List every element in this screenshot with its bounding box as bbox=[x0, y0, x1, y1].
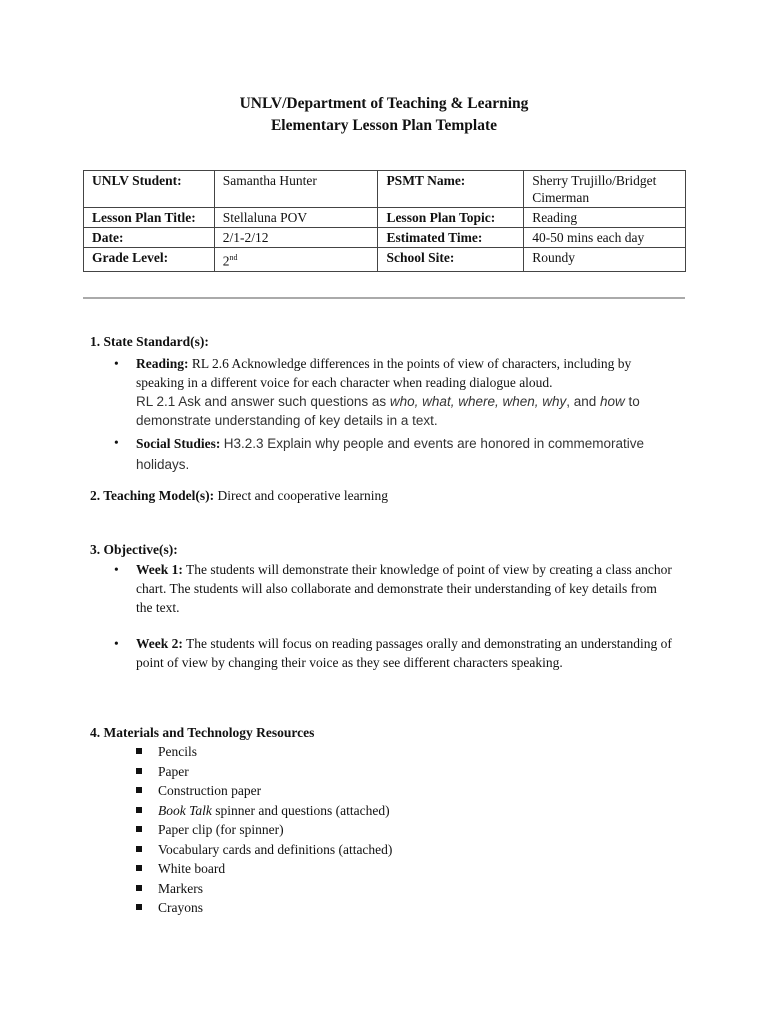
info-table bbox=[83, 170, 686, 272]
teaching-model-text: Direct and cooperative learning bbox=[217, 488, 389, 503]
table-row bbox=[84, 248, 686, 272]
lesson-topic-value: Reading bbox=[524, 208, 686, 228]
table-row bbox=[84, 171, 686, 208]
square-bullet-icon bbox=[136, 846, 142, 852]
grade-number: 2 bbox=[222, 253, 230, 269]
list-item: Crayons bbox=[135, 898, 392, 918]
reading-standard-text-2: RL 2.1 Ask and answer such questions as who, what, where, when, why, and how to demonstrate understanding of key details in a text. bbox=[136, 394, 640, 428]
grade-suffix: nd bbox=[229, 253, 238, 262]
date-value: 2/1-2/12 bbox=[214, 228, 378, 248]
bullet-icon: • bbox=[114, 562, 119, 577]
reading-label: Reading: bbox=[136, 356, 189, 371]
objectives-list bbox=[114, 560, 674, 672]
list-item bbox=[114, 560, 674, 617]
school-site-label: School Site: bbox=[378, 248, 524, 272]
teaching-model-heading: 2. Teaching Model(s): bbox=[90, 488, 215, 503]
list-item: Paper clip (for spinner) bbox=[135, 820, 392, 840]
document-title: UNLV/Department of Teaching & Learning bbox=[239, 95, 529, 112]
materials-list bbox=[135, 742, 392, 918]
bullet-icon: • bbox=[114, 435, 119, 450]
list-item: Vocabulary cards and definitions (attached) bbox=[135, 840, 392, 860]
section-materials-heading: 4. Materials and Technology Resources bbox=[90, 725, 315, 740]
list-item: Paper bbox=[135, 762, 392, 782]
social-studies-text: H3.2.3 Explain why people and events are honored in commemorative holidays. bbox=[136, 436, 645, 472]
list-item: Markers bbox=[135, 879, 392, 899]
week2-label: Week 2: bbox=[136, 636, 183, 651]
reading-standard-text: RL 2.6 Acknowledge differences in the points of view of characters, including by speaking in a different voice for each character when reading dialogue aloud. bbox=[136, 356, 632, 390]
list-item: Book Talk spinner and questions (attached) bbox=[135, 801, 392, 821]
bullet-icon: • bbox=[114, 636, 119, 651]
student-label: UNLV Student: bbox=[84, 171, 215, 208]
document-subtitle: Elementary Lesson Plan Template bbox=[270, 117, 498, 134]
student-value: Samantha Hunter bbox=[214, 171, 378, 208]
square-bullet-icon bbox=[136, 885, 142, 891]
square-bullet-icon bbox=[136, 826, 142, 832]
square-bullet-icon bbox=[136, 787, 142, 793]
psmt-label: PSMT Name: bbox=[378, 171, 524, 208]
section-objectives-heading: 3. Objective(s): bbox=[90, 542, 178, 557]
week2-text: The students will focus on reading passages orally and demonstrating an understanding of point of view by changing their voice as they see different characters speaking. bbox=[136, 636, 672, 670]
list-item: Pencils bbox=[135, 742, 392, 762]
bullet-icon: • bbox=[114, 356, 119, 371]
lesson-title-value: Stellaluna POV bbox=[214, 208, 378, 228]
square-bullet-icon bbox=[136, 768, 142, 774]
list-item: Construction paper bbox=[135, 781, 392, 801]
estimated-time-value: 40-50 mins each day bbox=[524, 228, 686, 248]
grade-level-value bbox=[214, 248, 378, 272]
week1-text: The students will demonstrate their knowledge of point of view by creating a class anchor chart. The students will also collaborate and demonstrate their understanding of key details from the text. bbox=[136, 562, 672, 615]
date-label: Date: bbox=[84, 228, 215, 248]
estimated-time-label: Estimated Time: bbox=[378, 228, 524, 248]
lesson-title-label: Lesson Plan Title: bbox=[84, 208, 215, 228]
horizontal-divider bbox=[83, 297, 685, 299]
square-bullet-icon bbox=[136, 904, 142, 910]
list-item bbox=[114, 634, 674, 672]
square-bullet-icon bbox=[136, 865, 142, 871]
grade-level-label: Grade Level: bbox=[84, 248, 215, 272]
section-state-standards-heading: 1. State Standard(s): bbox=[90, 334, 209, 349]
table-row bbox=[84, 208, 686, 228]
list-item bbox=[114, 433, 674, 475]
social-studies-label: Social Studies: bbox=[136, 436, 221, 451]
psmt-value: Sherry Trujillo/Bridget Cimerman bbox=[524, 171, 686, 208]
square-bullet-icon bbox=[136, 807, 142, 813]
list-item bbox=[114, 354, 674, 430]
list-item: White board bbox=[135, 859, 392, 879]
section-teaching-model bbox=[90, 488, 388, 504]
state-standards-list bbox=[114, 354, 674, 475]
lesson-topic-label: Lesson Plan Topic: bbox=[378, 208, 524, 228]
week1-label: Week 1: bbox=[136, 562, 183, 577]
table-row bbox=[84, 228, 686, 248]
square-bullet-icon bbox=[136, 748, 142, 754]
school-site-value: Roundy bbox=[524, 248, 686, 272]
